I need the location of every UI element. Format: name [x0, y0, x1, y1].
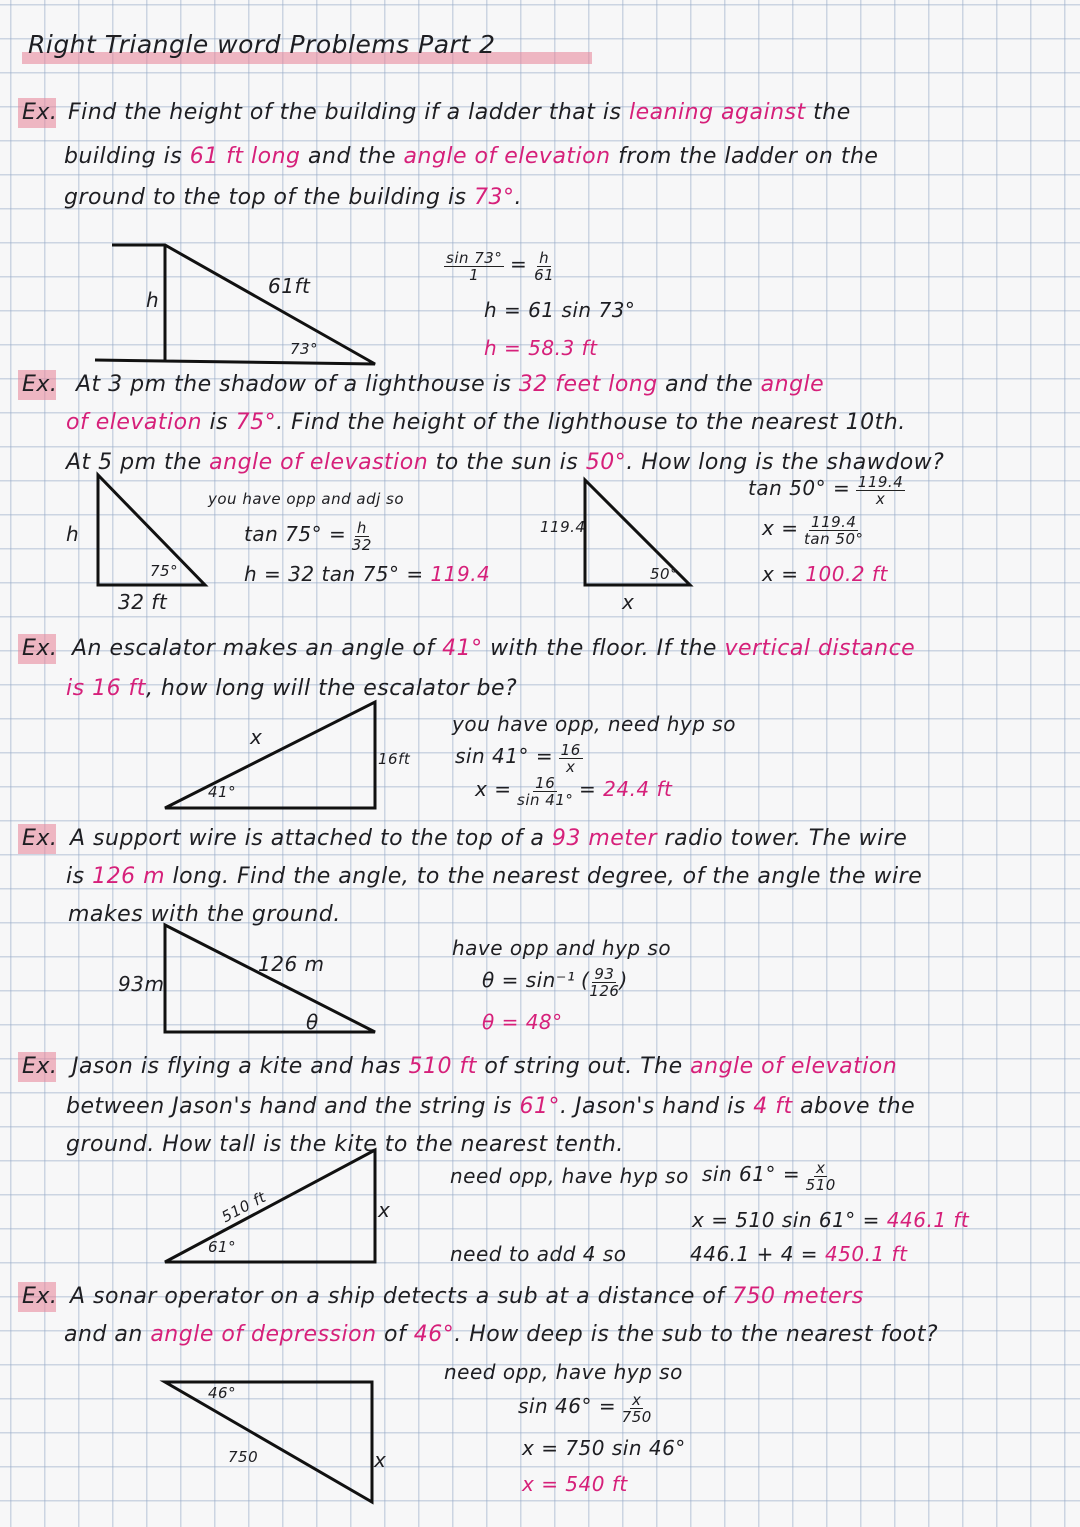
ex2-line-2: of elevation is 75°. Find the height of the lighthouse to the nearest 10th.	[66, 410, 906, 435]
ex2-eq3: tan 50° = $\frac{119.4}{x}$	[748, 473, 904, 508]
ex4-angle-label: θ	[306, 1010, 319, 1034]
page-title: Right Triangle word Problems Part 2	[28, 30, 496, 59]
ex2-d2-base: x	[622, 590, 635, 614]
ex4-line-2: is 126 m long. Find the angle, to the nearest degree, of the angle the wire	[66, 864, 923, 889]
ex5-note2: need to add 4 so	[450, 1242, 627, 1266]
ex6-line-1: A sonar operator on a ship detects a sub at a distance of 750 meters	[70, 1284, 864, 1309]
ex6-line-2: and an angle of depression of 46°. How deep is the sub to the nearest foot?	[64, 1322, 938, 1347]
ex6-side-label: x	[374, 1448, 387, 1472]
ex6-eq1: sin 46° = $\frac{x}{750}$	[518, 1391, 652, 1426]
ex2-eq1: tan 75° = $\frac{h}{32}$	[244, 519, 372, 554]
ex3-note: you have opp, need hyp so	[452, 712, 736, 736]
ex4-label: Ex.	[22, 826, 58, 851]
ex5-note1: need opp, have hyp so	[450, 1164, 689, 1188]
ex1-angle-label: 73°	[290, 340, 319, 358]
ex5-hyp-label: 510 ft	[218, 1187, 270, 1227]
ex5-line-1: Jason is flying a kite and has 510 ft of string out. The angle of elevation	[72, 1054, 898, 1079]
ex6-eq2: x = 750 sin 46°	[522, 1436, 686, 1460]
ex4-line-1: A support wire is attached to the top of a 93 meter radio tower. The wire	[70, 826, 908, 851]
ex5-label: Ex.	[22, 1054, 58, 1079]
ex3-angle-label: 41°	[208, 783, 237, 801]
ex5-eq1: sin 61° = $\frac{x}{510}$	[702, 1159, 836, 1194]
ex1-eq1: $\frac{\sin 73^\circ}{1}$ = $\frac{h}{61}$	[446, 249, 555, 284]
ex2-line-3: At 5 pm the angle of elevastion to the sun is 50°. How long is the shawdow?	[66, 450, 945, 475]
ex3-label: Ex.	[22, 636, 58, 661]
ex4-line-3: makes with the ground.	[68, 902, 341, 927]
ex5-line-2: between Jason's hand and the string is 61°. Jason's hand is 4 ft above the	[66, 1094, 916, 1119]
ex6-answer: x = 540 ft	[522, 1472, 628, 1496]
ex5-line-3: ground. How tall is the kite to the nearest tenth.	[66, 1132, 624, 1157]
ex1-label: Ex.	[22, 100, 58, 125]
ex3-eq1: sin 41° = $\frac{16}{x}$	[455, 741, 581, 776]
ex1-line-2: building is 61 ft long and the angle of elevation from the ladder on the	[64, 144, 879, 169]
ex5-eq2: x = 510 sin 61° = 446.1 ft	[692, 1208, 970, 1232]
ex2-label: Ex.	[22, 372, 58, 397]
ex6-hyp-label: 750	[228, 1448, 259, 1466]
ex3-hyp-label: x	[250, 725, 263, 749]
ex1-side-label: h	[146, 288, 160, 312]
ex3-line-2: is 16 ft, how long will the escalator be?	[66, 676, 518, 701]
ex2-d2-angle: 50°	[650, 565, 679, 583]
ex2-eq4: x = $\frac{119.4}{\tan 50^\circ}$	[762, 513, 864, 548]
ex5-side-label: x	[378, 1198, 391, 1222]
ex1-line-1: Find the height of the building if a ladder that is leaning against the	[68, 100, 851, 125]
ex3-line-1: An escalator makes an angle of 41° with the floor. If the vertical distance	[72, 636, 916, 661]
ex4-note: have opp and hyp so	[452, 936, 672, 960]
ex5-angle-label: 61°	[208, 1238, 237, 1256]
ex4-answer: θ = 48°	[482, 1010, 563, 1034]
ex2-d2-side: 119.4	[540, 518, 586, 536]
ex2-d1-side: h	[66, 522, 80, 546]
ex1-line-3: ground to the top of the building is 73°.	[64, 185, 523, 210]
ex1-eq2: h = 61 sin 73°	[484, 298, 636, 322]
ex4-eq1: θ = sin⁻¹ ( $\frac{93}{126}$ )	[482, 965, 628, 1000]
ex2-note1: you have opp and adj so	[208, 490, 405, 508]
ex2-eq5: x = 100.2 ft	[762, 562, 888, 586]
ex6-note: need opp, have hyp so	[444, 1360, 683, 1384]
ex2-eq2: h = 32 tan 75° = 119.4	[244, 562, 491, 586]
ex4-hyp-label: 126 m	[258, 952, 325, 976]
ex4-side-label: 93m	[118, 972, 165, 996]
ex5-eq3: 446.1 + 4 = 450.1 ft	[690, 1242, 908, 1266]
ex2-d1-base: 32 ft	[118, 590, 168, 614]
ex6-angle-label: 46°	[208, 1384, 237, 1402]
ex3-side-label: 16ft	[378, 750, 411, 768]
ex3-eq2: x = $\frac{16}{\sin 41^\circ}$ = 24.4 ft	[475, 774, 673, 809]
ex1-answer: h = 58.3 ft	[484, 336, 598, 360]
ex2-d1-angle: 75°	[150, 562, 179, 580]
ex2-line-1: At 3 pm the shadow of a lighthouse is 32 feet long and the angle	[76, 372, 825, 397]
ex6-label: Ex.	[22, 1284, 58, 1309]
ex1-hyp-label: 61ft	[268, 274, 311, 298]
